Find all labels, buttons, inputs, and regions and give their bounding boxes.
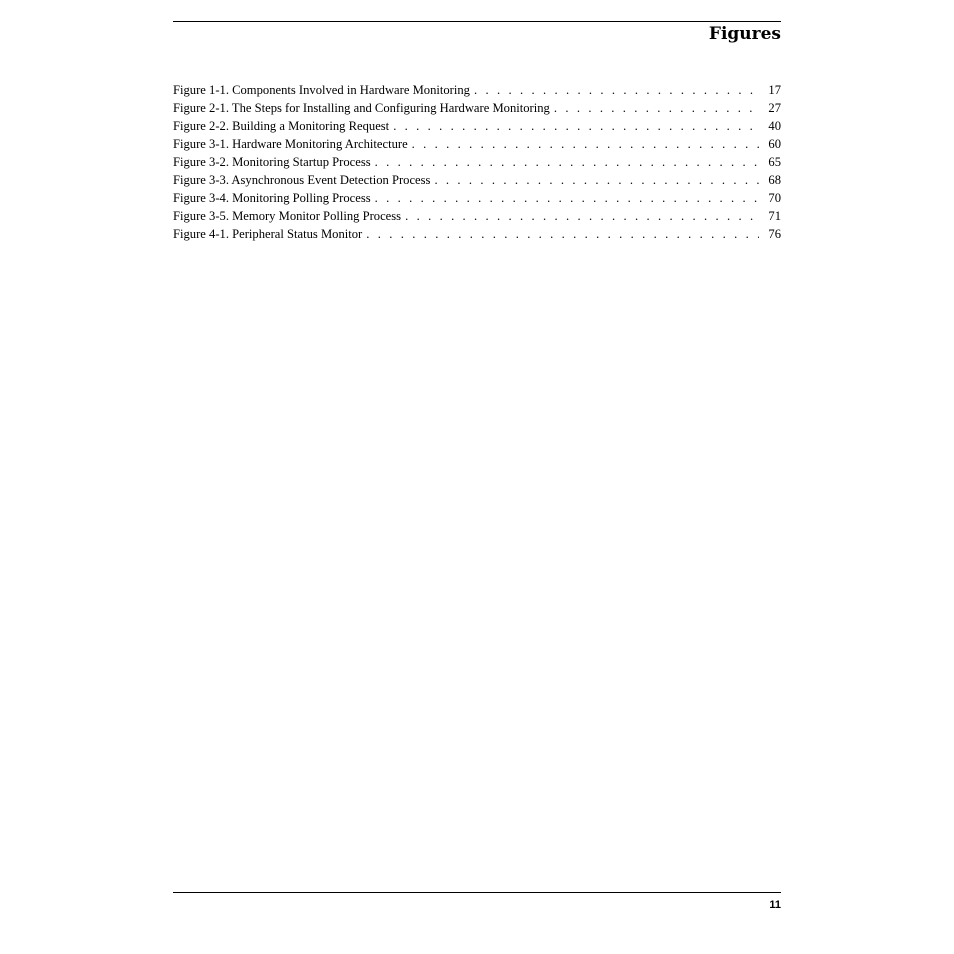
document-page bbox=[173, 0, 781, 954]
toc-entry-title: Figure 3-3. Asynchronous Event Detection Process bbox=[173, 173, 431, 187]
toc-entry[interactable] bbox=[173, 189, 781, 207]
toc-entry-title: Figure 2-2. Building a Monitoring Request bbox=[173, 119, 390, 133]
toc-dot-leader bbox=[405, 207, 759, 225]
toc-entry[interactable] bbox=[173, 81, 781, 99]
toc-entry-page: 60 bbox=[768, 137, 781, 151]
toc-entry[interactable] bbox=[173, 135, 781, 153]
page-title: Figures bbox=[708, 24, 781, 44]
toc-entry-title: Figure 3-1. Hardware Monitoring Architecture bbox=[173, 137, 408, 151]
toc-dot-leader bbox=[366, 225, 759, 243]
toc-entry[interactable] bbox=[173, 207, 781, 225]
toc-entry-title: Figure 2-1. The Steps for Installing and Configuring Hardware Monitoring bbox=[173, 101, 550, 115]
toc-entry-page: 65 bbox=[768, 155, 781, 169]
toc-entry-page: 76 bbox=[768, 227, 781, 241]
toc-entry-page: 68 bbox=[768, 173, 781, 187]
toc-entry-title: Figure 3-4. Monitoring Polling Process bbox=[173, 191, 371, 205]
toc-dot-leader bbox=[375, 153, 759, 171]
toc-dot-leader bbox=[474, 81, 759, 99]
toc-entry-page: 71 bbox=[768, 209, 781, 223]
toc-entry-page: 17 bbox=[768, 83, 781, 97]
toc-dot-leader bbox=[375, 189, 759, 207]
toc-dot-leader bbox=[434, 171, 759, 189]
toc-entry-title: Figure 3-5. Memory Monitor Polling Process bbox=[173, 209, 402, 223]
toc-entry-page: 27 bbox=[768, 101, 781, 115]
page-number: 11 bbox=[769, 899, 781, 911]
toc-dot-leader bbox=[554, 99, 759, 117]
toc-entry[interactable] bbox=[173, 171, 781, 189]
header-rule bbox=[173, 21, 781, 22]
toc-entry[interactable] bbox=[173, 99, 781, 117]
toc-entry-page: 70 bbox=[768, 191, 781, 205]
toc-entry-page: 40 bbox=[768, 119, 781, 133]
toc-entry[interactable] bbox=[173, 225, 781, 243]
toc-entry-title: Figure 1-1. Components Involved in Hardware Monitoring bbox=[173, 83, 470, 97]
footer-rule bbox=[173, 892, 781, 893]
toc-dot-leader bbox=[393, 117, 759, 135]
toc-entry[interactable] bbox=[173, 153, 781, 171]
toc-entry-title: Figure 4-1. Peripheral Status Monitor bbox=[173, 227, 363, 241]
toc-entry-title: Figure 3-2. Monitoring Startup Process bbox=[173, 155, 371, 169]
list-of-figures bbox=[173, 81, 781, 243]
toc-entry[interactable] bbox=[173, 117, 781, 135]
toc-dot-leader bbox=[412, 135, 759, 153]
